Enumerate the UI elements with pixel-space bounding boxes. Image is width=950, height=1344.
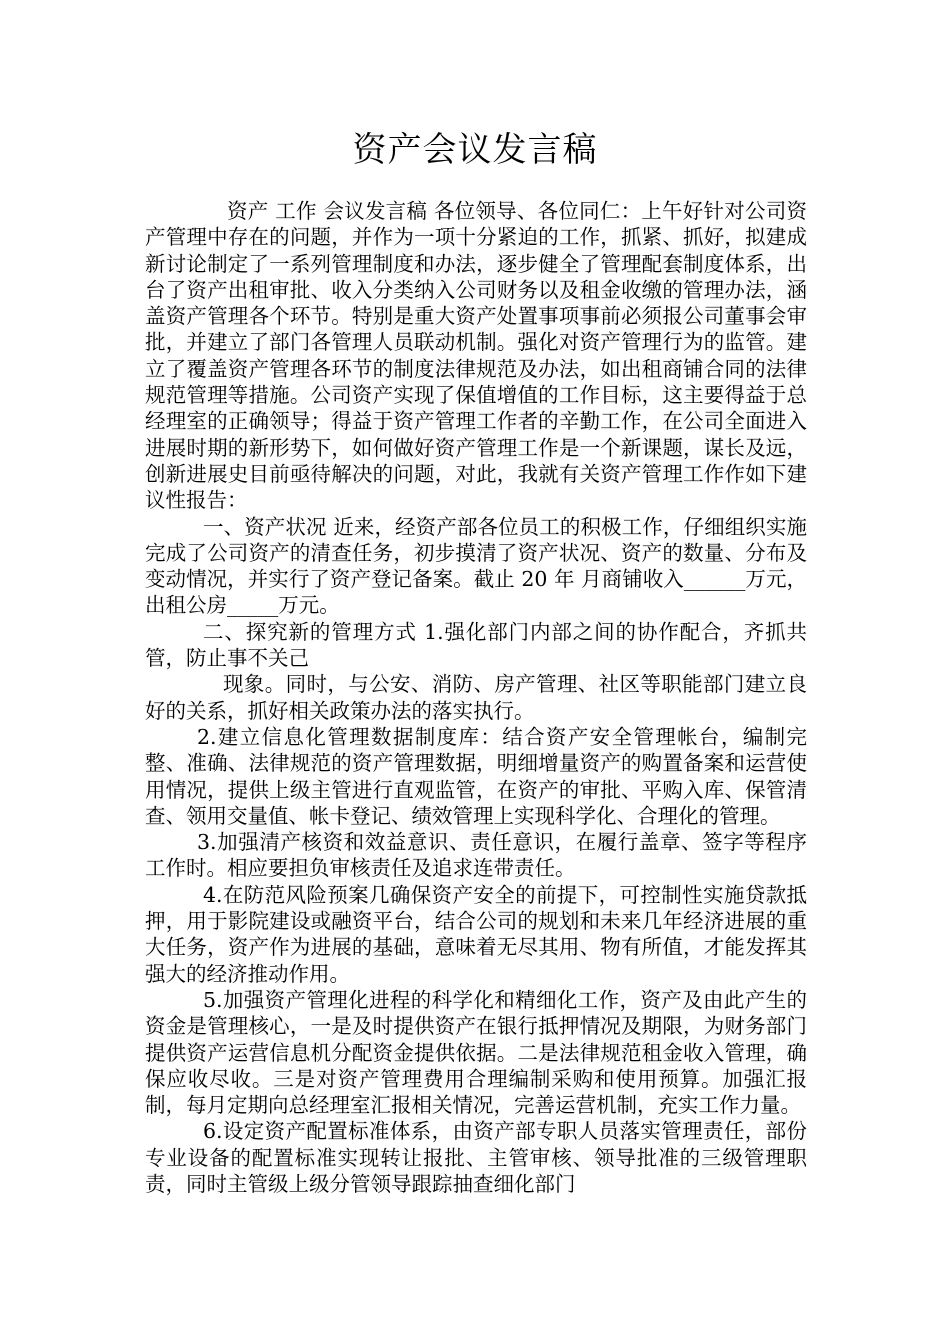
paragraph-item-4: 4.在防范风险预案几确保资产安全的前提下，可控制性实施贷款抵押，用于影院建设或融资平台，结合公司的规划和未来几年经济进展的重大任务，资产作为进展的基础，意味着无尽其用、物有所值，才能发挥其强大的经济推动作用。 [145, 882, 807, 986]
document-title: 资产会议发言稿 [352, 130, 598, 170]
paragraph-section-2: 二、探究新的管理方式 1.强化部门内部之间的协作配合，齐抓共管，防止事不关己 [145, 619, 807, 671]
paragraph-item-3: 3.加强清产核资和效益意识、责任意识，在履行盖章、签字等程序工作时。相应要担负审核责任及追求连带责任。 [145, 830, 807, 881]
paragraph-intro: 资产 工作 会议发言稿 各位领导、各位同仁：上午好针对公司资产管理中存在的问题，并作为一项十分紧迫的工作，抓紧、抓好，拟建成新讨论制定了一系列管理制度和办法，逐步健全了管理配套制度体系，出台了资产出租审批、收入分类纳入公司财务以及租金收缴的管理办法，涵盖资产管理各个环节。特别是重大资产处置事项事前必须报公司董事会审批，并建立了部门各管理人员联动机制。强化对资产管理行为的监管。建立了覆盖资产管理各环节的制度法律规范及办法，如出租商铺合同的法律规范管理等措施。公司资产实现了保值增值的工作目标，这主要得益于总经理室的正确领导；得益于资产管理工作者的辛勤工作，在公司全面进入进展时期的新形势下，如何做好资产管理工作是一个新课题，谋长及远，创新进展史目前亟待解决的问题，对此，我就有关资产管理工作作如下建议性报告： [145, 199, 807, 513]
document-body [145, 198, 807, 1197]
paragraph-item-5: 5.加强资产管理化进程的科学化和精细化工作，资产及由此产生的资金是管理核心，一是及时提供资产在银行抵押情况及期限，为财务部门提供资产运营信息机分配资金提供依据。二是法律规范租金收入管理，确保应收尽收。三是对资产管理费用合理编制采购和使用预算。加强汇报制，每月定期向总经理室汇报相关情况，完善运营机制，充实工作力量。 [145, 987, 807, 1118]
paragraph-item-6: 6.设定资产配置标准体系，由资产部专职人员落实管理责任，部份专业设备的配置标准实现转让报批、主管审核、领导批准的三级管理职责，同时主管级上级分管领导跟踪抽查细化部门 [145, 1119, 807, 1196]
paragraph-item-2: 2.建立信息化管理数据制度库：结合资产安全管理帐台，编制完整、准确、法律规范的资产管理数据，明细增量资产的购置备案和运营使用情况，提供上级主管进行直观监管，在资产的审批、平购入库、保管清查、领用交量值、帐卡登记、绩效管理上实现科学化、合理化的管理。 [145, 724, 807, 828]
paragraph-section-1: 一、资产状况 近来，经资产部各位员工的积极工作，仔细组织实施完成了公司资产的清查任务，初步摸清了资产状况、资产的数量、分布及变动情况，并实行了资产登记备案。截止 20 年 月商铺收入______万元，出租公房_____万元。 [145, 514, 807, 618]
paragraph-section-2-continued: 现象。同时，与公安、消防、房产管理、社区等职能部门建立良好的关系，抓好相关政策办法的落实执行。 [145, 672, 807, 723]
